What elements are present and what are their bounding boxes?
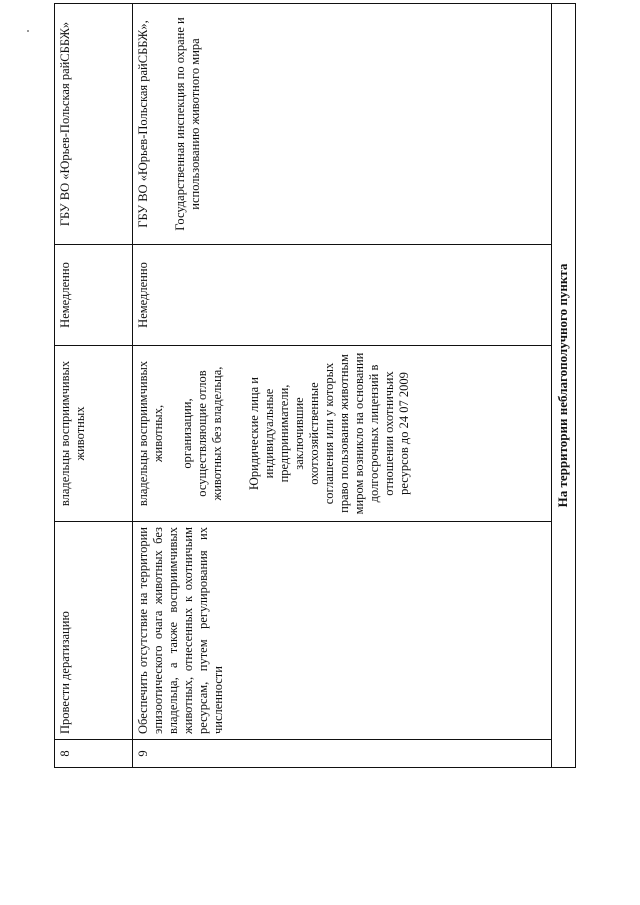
responsible-sbbzh: ГБУ ВО «Юрьев-Польская райСББЖ», bbox=[135, 20, 150, 228]
table-row bbox=[132, 4, 552, 768]
section-banner: На территории неблагополучного пункта bbox=[552, 4, 576, 768]
subject-owners: владельцы восприимчивых животных, bbox=[135, 360, 165, 507]
term-cell: Немедленно bbox=[132, 245, 552, 346]
subject-organizations: организации, осуществляющие отлов животных без владельца, bbox=[179, 366, 224, 501]
subject-cell bbox=[132, 346, 552, 522]
rotated-table-container bbox=[54, 4, 576, 768]
subject-legal-entities: Юридические лица и индивидуальные предприниматели, заключившие охотхозяйственные соглашения или у которых право пользования животным миром возникло на основании долгосрочных лицензий в отношении охотничьих ресурсов до 24 07 2009 bbox=[246, 352, 411, 515]
table-row bbox=[55, 4, 133, 768]
responsible-inspection: Государственная инспекция по охране и использованию животного мира bbox=[172, 17, 202, 231]
action-cell: Обеспечить отсутствие на территории эпизоотического очага животных без владельца, а также восприимчивых животных, отнесенных к охотничьим ресурсам, путем регулирования их численности bbox=[132, 522, 552, 740]
section-banner-row bbox=[552, 4, 576, 768]
scan-speck bbox=[27, 30, 29, 32]
row-number: 9 bbox=[132, 740, 552, 768]
responsible-cell: ГБУ ВО «Юрьев-Польская райСББЖ» bbox=[55, 4, 133, 245]
responsible-cell bbox=[132, 4, 552, 245]
measures-table bbox=[54, 3, 576, 768]
term-cell: Немедленно bbox=[55, 245, 133, 346]
subject-cell: владельцы восприимчивых животных bbox=[55, 346, 133, 522]
action-cell: Провести дератизацию bbox=[55, 522, 133, 740]
row-number: 8 bbox=[55, 740, 133, 768]
